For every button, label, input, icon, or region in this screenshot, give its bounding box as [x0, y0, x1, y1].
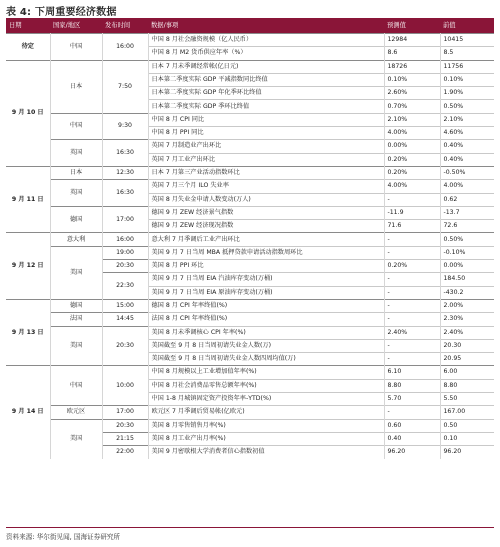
forecast-cell: 6.10 [384, 366, 440, 379]
time-cell: 19:00 [102, 246, 148, 259]
forecast-cell: 2.40% [384, 326, 440, 339]
forecast-cell: - [384, 313, 440, 326]
forecast-cell: 4.00% [384, 127, 440, 140]
region-cell: 中国 [50, 366, 102, 406]
header-forecast: 预测值 [384, 20, 440, 34]
time-cell: 22:00 [102, 446, 148, 459]
time-cell: 16:30 [102, 180, 148, 207]
region-cell: 法国 [50, 313, 102, 326]
region-cell: 美国 [50, 419, 102, 458]
table-row [6, 166, 494, 179]
forecast-cell: 5.70 [384, 393, 440, 406]
previous-cell: 2.30% [440, 313, 494, 326]
time-cell: 7:50 [102, 60, 148, 113]
event-cell: 中国 8 月规模以上工业增加值年率(%) [148, 366, 384, 379]
previous-cell: 8.80 [440, 379, 494, 392]
table-row [6, 299, 494, 312]
event-cell: 美国 9 月 7 日当周 EIA 汽油库存变动(万桶) [148, 273, 384, 286]
event-cell: 中国 8 月 PPI 同比 [148, 127, 384, 140]
forecast-cell: 0.40 [384, 432, 440, 445]
table-row [6, 326, 494, 339]
date-cell: 9 月 11 日 [6, 166, 50, 232]
time-cell: 14:45 [102, 313, 148, 326]
time-cell: 21:15 [102, 432, 148, 445]
previous-cell: 0.62 [440, 193, 494, 206]
previous-cell: 4.00% [440, 180, 494, 193]
header-previous: 前值 [440, 20, 494, 34]
region-cell: 中国 [50, 113, 102, 140]
previous-cell: 0.40% [440, 153, 494, 166]
table-row [6, 419, 494, 432]
previous-cell: 5.50 [440, 393, 494, 406]
forecast-cell: 0.20% [384, 166, 440, 179]
forecast-cell: 18726 [384, 60, 440, 73]
forecast-cell: 12984 [384, 34, 440, 47]
time-cell: 20:30 [102, 260, 148, 273]
event-cell: 美国截至 9 月 8 日当周初请失业金人数(万) [148, 339, 384, 352]
event-cell: 美国 8 月零售销售月率(%) [148, 419, 384, 432]
time-cell: 20:30 [102, 326, 148, 366]
previous-cell: 20.95 [440, 353, 494, 366]
bottom-rule [6, 527, 494, 528]
header-event: 数据/事项 [148, 20, 384, 34]
event-cell: 日本第二季度实际 GDP 年化季环比终值 [148, 87, 384, 100]
event-cell: 英国 7 月制造业产出环比 [148, 140, 384, 153]
header-region: 国家/地区 [50, 20, 102, 34]
forecast-cell: 8.80 [384, 379, 440, 392]
event-cell: 美国 8 月未季调核心 CPI 年率(%) [148, 326, 384, 339]
previous-cell: 10415 [440, 34, 494, 47]
table-row [6, 113, 494, 126]
time-cell: 12:30 [102, 166, 148, 179]
previous-cell: 167.00 [440, 406, 494, 419]
previous-cell: 0.40% [440, 140, 494, 153]
time-cell: 16:30 [102, 140, 148, 167]
event-cell: 德国 8 月 CPI 年率终值(%) [148, 299, 384, 312]
forecast-cell: 0.10% [384, 73, 440, 86]
forecast-cell: -11.9 [384, 206, 440, 219]
region-cell: 德国 [50, 206, 102, 233]
header-date: 日期 [6, 20, 50, 34]
previous-cell: 1.90% [440, 87, 494, 100]
previous-cell: 96.20 [440, 446, 494, 459]
previous-cell: 20.30 [440, 339, 494, 352]
forecast-cell: 0.70% [384, 100, 440, 113]
time-cell: 20:30 [102, 419, 148, 432]
event-cell: 英国 7 月三个月 ILO 失业率 [148, 180, 384, 193]
event-cell: 中国 1-8 月城镇固定资产投资年率-YTD(%) [148, 393, 384, 406]
economic-calendar-table [6, 20, 494, 459]
region-cell: 意大利 [50, 233, 102, 246]
event-cell: 日本第二季度实际 GDP 季环比终值 [148, 100, 384, 113]
table-row [6, 180, 494, 193]
region-cell: 美国 [50, 246, 102, 299]
previous-cell: 2.40% [440, 326, 494, 339]
forecast-cell: 96.20 [384, 446, 440, 459]
table-row [6, 233, 494, 246]
region-cell: 日本 [50, 60, 102, 113]
previous-cell: 2.00% [440, 299, 494, 312]
event-cell: 德国 9 月 ZEW 经济现况指数 [148, 220, 384, 233]
table-row [6, 140, 494, 153]
event-cell: 美国 9 月密歇根大学消费者信心指数初值 [148, 446, 384, 459]
previous-cell: 4.60% [440, 127, 494, 140]
time-cell: 9:30 [102, 113, 148, 140]
event-cell: 日本 7 月未季调经常帐(亿日元) [148, 60, 384, 73]
source-note: 资料来源: 华尔街见闻, 国海证券研究所 [6, 533, 121, 541]
forecast-cell: - [384, 233, 440, 246]
time-cell: 10:00 [102, 366, 148, 406]
previous-cell: 72.6 [440, 220, 494, 233]
event-cell: 英国 7 月工业产出环比 [148, 153, 384, 166]
previous-cell: 0.10 [440, 432, 494, 445]
event-cell: 美国 8 月 PPI 环比 [148, 260, 384, 273]
time-cell: 16:00 [102, 34, 148, 61]
time-cell: 15:00 [102, 299, 148, 312]
forecast-cell: 0.20% [384, 153, 440, 166]
previous-cell: 0.50 [440, 419, 494, 432]
forecast-cell: - [384, 339, 440, 352]
table-row [6, 246, 494, 259]
table-row [6, 406, 494, 419]
forecast-cell: 2.10% [384, 113, 440, 126]
table-body [6, 34, 494, 459]
event-cell: 中国 8 月 CPI 同比 [148, 113, 384, 126]
previous-cell: 11756 [440, 60, 494, 73]
date-cell: 待定 [6, 34, 50, 61]
time-cell: 17:00 [102, 206, 148, 233]
forecast-cell: - [384, 406, 440, 419]
region-cell: 英国 [50, 180, 102, 207]
event-cell: 中国 8 月社会消费品零售总额年率(%) [148, 379, 384, 392]
header-time: 发布时间 [102, 20, 148, 34]
forecast-cell: 0.20% [384, 260, 440, 273]
forecast-cell: - [384, 299, 440, 312]
table-header-row [6, 20, 494, 34]
forecast-cell: 4.00% [384, 180, 440, 193]
forecast-cell: - [384, 353, 440, 366]
table-row [6, 313, 494, 326]
forecast-cell: 2.60% [384, 87, 440, 100]
region-cell: 日本 [50, 166, 102, 179]
previous-cell: 0.50% [440, 100, 494, 113]
date-cell: 9 月 13 日 [6, 299, 50, 365]
event-cell: 中国 8 月 M2 货币供应年率（%） [148, 47, 384, 60]
table-row [6, 34, 494, 47]
forecast-cell: - [384, 286, 440, 299]
previous-cell: 184.50 [440, 273, 494, 286]
time-cell: 22:30 [102, 273, 148, 300]
time-cell: 16:00 [102, 233, 148, 246]
date-cell: 9 月 14 日 [6, 366, 50, 459]
event-cell: 美国 8 月工业产出月率(%) [148, 432, 384, 445]
event-cell: 日本 7 月第三产业活动指数环比 [148, 166, 384, 179]
previous-cell: 0.00% [440, 260, 494, 273]
table-row [6, 366, 494, 379]
forecast-cell: 0.00% [384, 140, 440, 153]
forecast-cell: 71.6 [384, 220, 440, 233]
previous-cell: -0.50% [440, 166, 494, 179]
previous-cell: 2.10% [440, 113, 494, 126]
forecast-cell: 0.60 [384, 419, 440, 432]
previous-cell: 0.50% [440, 233, 494, 246]
table-title: 表 4: 下周重要经济数据 [6, 7, 117, 18]
event-cell: 美国截至 9 月 8 日当周初请失业金人数四周均值(万) [148, 353, 384, 366]
event-cell: 中国 8 月社会融资规模（亿人民币） [148, 34, 384, 47]
forecast-cell: 8.6 [384, 47, 440, 60]
event-cell: 美国 9 月 7 日当周 MBA 抵押贷款申请活动指数周环比 [148, 246, 384, 259]
date-cell: 9 月 12 日 [6, 233, 50, 299]
time-cell: 17:00 [102, 406, 148, 419]
region-cell: 欧元区 [50, 406, 102, 419]
forecast-cell: - [384, 246, 440, 259]
previous-cell: 0.10% [440, 73, 494, 86]
previous-cell: -0.10% [440, 246, 494, 259]
region-cell: 中国 [50, 34, 102, 61]
event-cell: 德国 9 月 ZEW 经济景气指数 [148, 206, 384, 219]
previous-cell: 6.00 [440, 366, 494, 379]
forecast-cell: - [384, 273, 440, 286]
table-row [6, 60, 494, 73]
previous-cell: -13.7 [440, 206, 494, 219]
event-cell: 日本第二季度实际 GDP 平减指数同比终值 [148, 73, 384, 86]
event-cell: 法国 8 月 CPI 年率终值(%) [148, 313, 384, 326]
event-cell: 意大利 7 月季调后工业产出环比 [148, 233, 384, 246]
previous-cell: 8.5 [440, 47, 494, 60]
table-row [6, 206, 494, 219]
event-cell: 欧元区 7 月季调后贸易帐(亿欧元) [148, 406, 384, 419]
date-cell: 9 月 10 日 [6, 60, 50, 166]
region-cell: 德国 [50, 299, 102, 312]
region-cell: 美国 [50, 326, 102, 366]
previous-cell: -430.2 [440, 286, 494, 299]
forecast-cell: - [384, 193, 440, 206]
region-cell: 英国 [50, 140, 102, 167]
event-cell: 英国 8 月失业金申请人数变动(万人) [148, 193, 384, 206]
event-cell: 美国 9 月 7 日当周 EIA 原油库存变动(万桶) [148, 286, 384, 299]
